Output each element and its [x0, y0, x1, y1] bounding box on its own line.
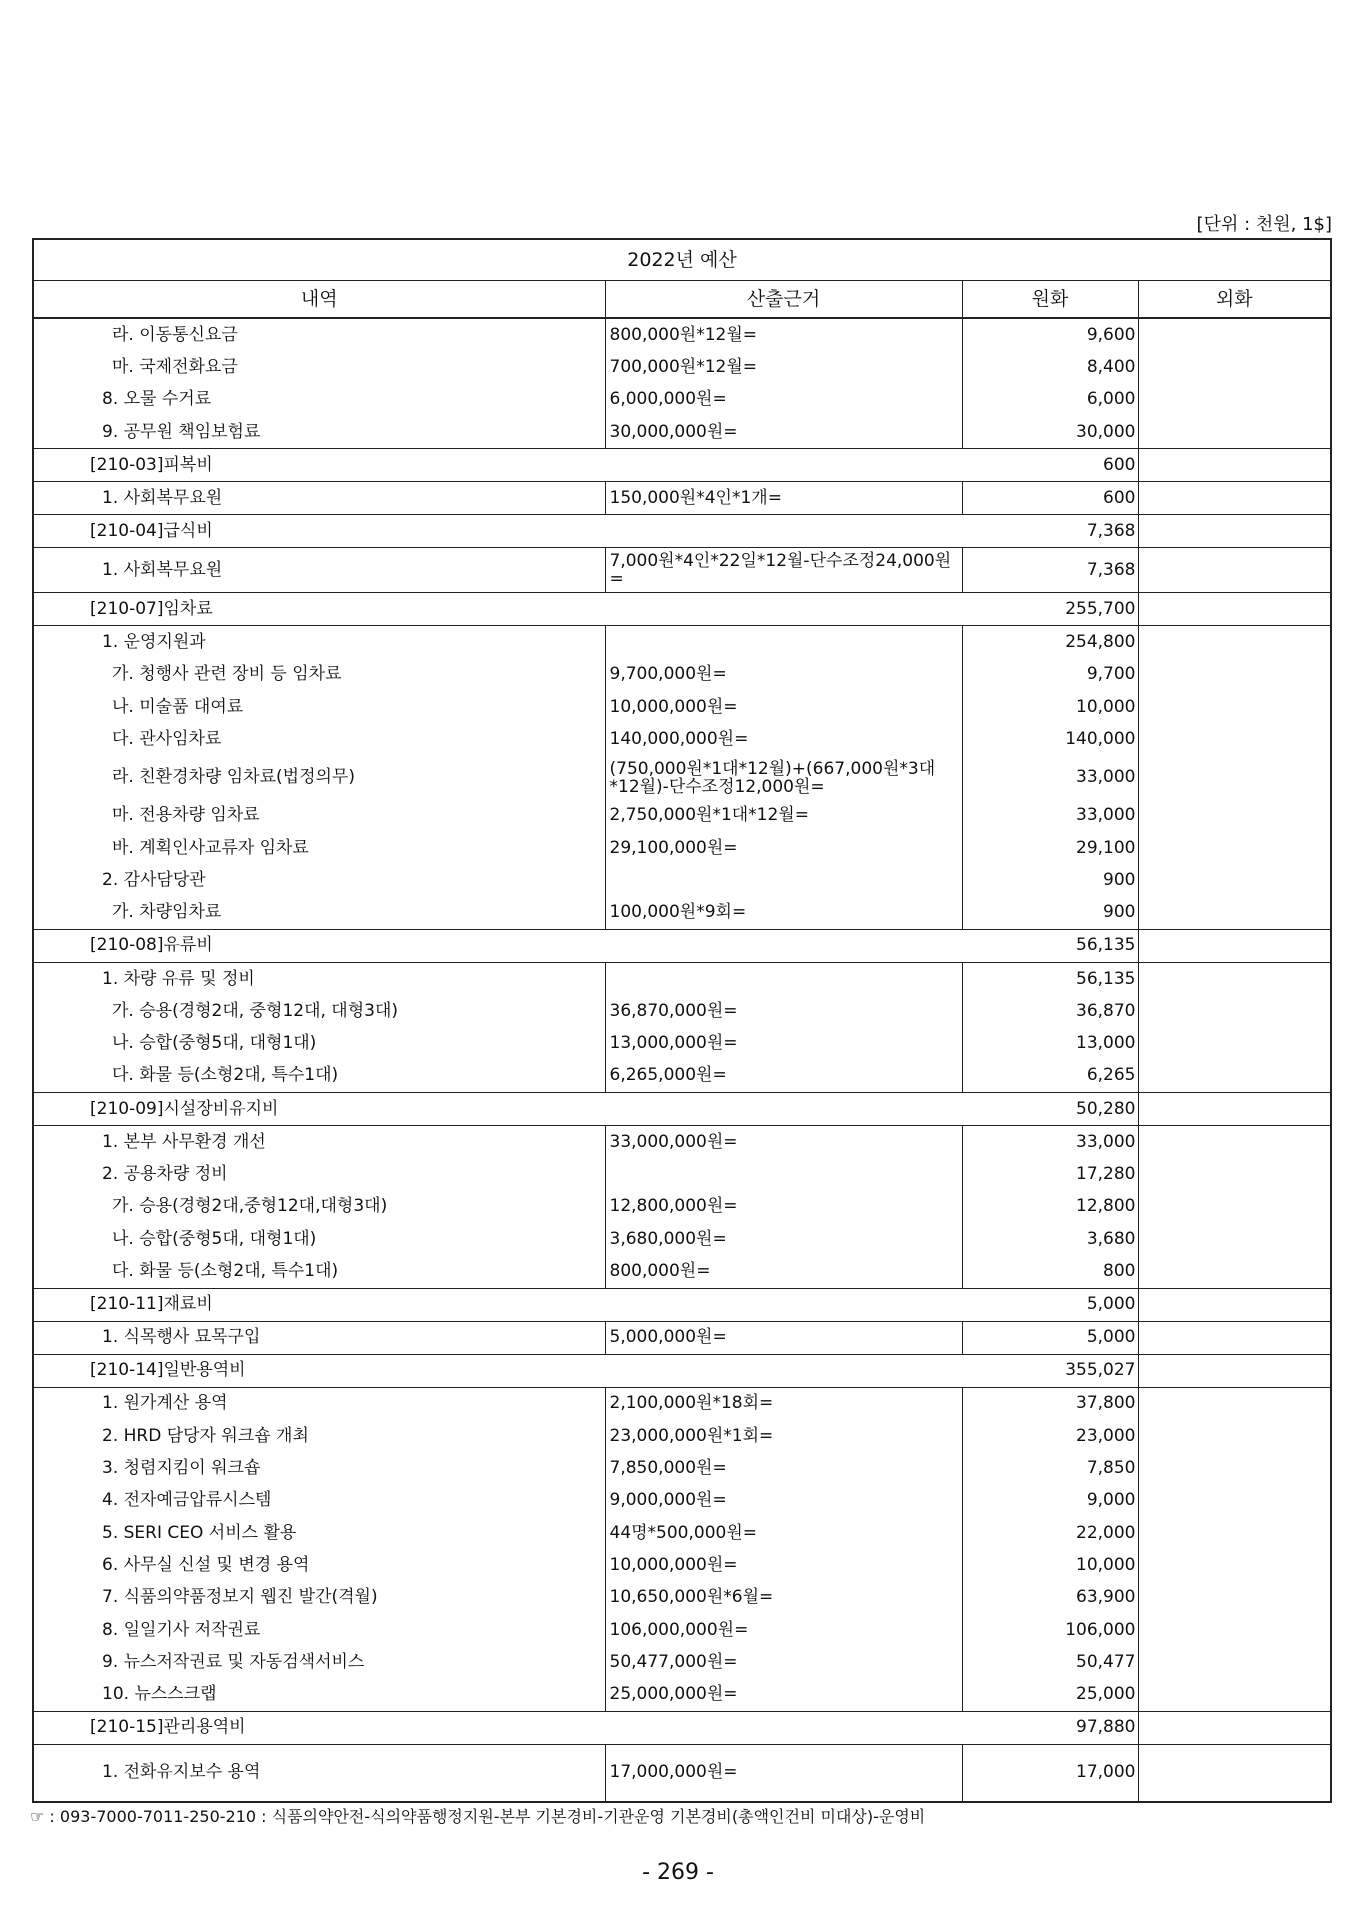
basis-text: 29,100,000원= — [609, 837, 738, 858]
table-row — [33, 1420, 1331, 1452]
item-name: 라. 이동통신요금 — [33, 318, 605, 351]
item-name: 가. 승용(경형2대,중형12대,대형3대) — [33, 1191, 605, 1223]
table-row — [33, 691, 1331, 723]
krw-amount: 800 — [962, 1255, 1138, 1288]
krw-amount: 33,000 — [962, 1126, 1138, 1159]
basis-cell — [605, 1744, 962, 1802]
basis-text: 100,000원*9회= — [609, 902, 747, 923]
basis-cell — [605, 1679, 962, 1712]
basis-cell — [605, 1582, 962, 1614]
foreign-amount — [1138, 1158, 1331, 1190]
krw-amount: 9,600 — [962, 318, 1138, 351]
krw-amount: 50,477 — [962, 1646, 1138, 1678]
foreign-amount — [1138, 1549, 1331, 1581]
table-row — [33, 1158, 1331, 1190]
table-row — [33, 1027, 1331, 1059]
basis-text: 33,000,000원= — [609, 1131, 738, 1152]
basis-text: 6,000,000원= — [609, 389, 727, 410]
item-name: 다. 화물 등(소형2대, 특수1대) — [33, 1060, 605, 1093]
section-row — [33, 593, 1331, 626]
header-foreign: 외화 — [1138, 281, 1331, 319]
table-row — [33, 1485, 1331, 1517]
item-name: 5. SERI CEO 서비스 활용 — [33, 1517, 605, 1549]
foreign-amount — [1138, 864, 1331, 896]
basis-text: 10,000,000원= — [609, 1554, 738, 1575]
krw-amount: 6,000 — [962, 384, 1138, 416]
basis-text: 150,000원*4인*1개= — [609, 487, 782, 508]
item-name: 1. 원가계산 용역 — [33, 1387, 605, 1420]
basis-cell — [605, 1517, 962, 1549]
section-name: [210-09]시설장비유지비 — [33, 1093, 962, 1126]
section-row — [33, 1354, 1331, 1387]
basis-cell — [605, 1255, 962, 1288]
basis-text: 700,000원*12월= — [609, 356, 758, 377]
basis-cell — [605, 659, 962, 691]
basis-text: (750,000원*1대*12월)+(667,000원*3대*12월)-단수조정12,000원= — [609, 758, 936, 797]
table-row — [33, 1321, 1331, 1354]
table-row — [33, 800, 1331, 832]
basis-cell — [605, 318, 962, 351]
foreign-amount — [1138, 1387, 1331, 1420]
table-row — [33, 995, 1331, 1027]
budget-table-container — [32, 238, 1330, 1803]
basis-cell — [605, 548, 962, 593]
krw-amount: 25,000 — [962, 1679, 1138, 1712]
basis-text: 800,000원= — [609, 1260, 711, 1281]
item-name: 2. HRD 담당자 워크숍 개최 — [33, 1420, 605, 1452]
basis-cell — [605, 384, 962, 416]
basis-cell — [605, 1027, 962, 1059]
item-name: 1. 식목행사 묘목구입 — [33, 1321, 605, 1354]
basis-text: 140,000,000원= — [609, 729, 749, 750]
foreign-amount — [1138, 723, 1331, 755]
basis-text: 12,800,000원= — [609, 1196, 738, 1217]
krw-amount: 23,000 — [962, 1420, 1138, 1452]
item-name: 2. 공용차량 정비 — [33, 1158, 605, 1190]
krw-amount: 22,000 — [962, 1517, 1138, 1549]
foreign-amount — [1138, 1191, 1331, 1223]
table-row — [33, 723, 1331, 755]
section-row — [33, 1288, 1331, 1321]
basis-cell — [605, 626, 962, 659]
basis-text: 13,000,000원= — [609, 1033, 738, 1054]
basis-text: 2,750,000원*1대*12월= — [609, 805, 809, 826]
basis-text: 3,680,000원= — [609, 1228, 727, 1249]
basis-cell — [605, 1126, 962, 1159]
krw-amount: 6,265 — [962, 1060, 1138, 1093]
foreign-amount — [1138, 593, 1331, 626]
unit-note: [단위 : 천원, 1$] — [1196, 214, 1332, 235]
foreign-amount — [1138, 1614, 1331, 1646]
krw-amount: 600 — [962, 449, 1138, 482]
krw-amount: 600 — [962, 482, 1138, 515]
item-name: 다. 관사임차료 — [33, 723, 605, 755]
table-row — [33, 864, 1331, 896]
item-name: 1. 사회복무요원 — [33, 482, 605, 515]
table-title-row — [33, 239, 1331, 281]
foreign-amount — [1138, 1255, 1331, 1288]
budget-table — [32, 238, 1332, 1803]
basis-text: 7,850,000원= — [609, 1458, 727, 1479]
foreign-amount — [1138, 515, 1331, 548]
krw-amount: 5,000 — [962, 1321, 1138, 1354]
item-name: 8. 오물 수거료 — [33, 384, 605, 416]
foreign-amount — [1138, 659, 1331, 691]
basis-text: 17,000,000원= — [609, 1762, 738, 1783]
item-name: 1. 운영지원과 — [33, 626, 605, 659]
foreign-amount — [1138, 1420, 1331, 1452]
table-row — [33, 548, 1331, 593]
krw-amount: 140,000 — [962, 723, 1138, 755]
krw-amount: 30,000 — [962, 416, 1138, 449]
item-name: 나. 승합(중형5대, 대형1대) — [33, 1027, 605, 1059]
footnote: ☞ : 093-7000-7011-250-210 : 식품의약안전-식의약품행정지원-본부 기본경비-기관운영 기본경비(총액인건비 미대상)-운영비 — [30, 1807, 926, 1826]
basis-cell — [605, 1387, 962, 1420]
item-name: 1. 사회복무요원 — [33, 548, 605, 593]
basis-text: 23,000,000원*1회= — [609, 1425, 774, 1446]
foreign-amount — [1138, 449, 1331, 482]
section-name: [210-04]급식비 — [33, 515, 962, 548]
krw-amount: 355,027 — [962, 1354, 1138, 1387]
item-name: 6. 사무실 신설 및 변경 용역 — [33, 1549, 605, 1581]
basis-text: 9,700,000원= — [609, 664, 727, 685]
basis-cell — [605, 351, 962, 383]
basis-text: 50,477,000원= — [609, 1651, 738, 1672]
table-row — [33, 1223, 1331, 1255]
krw-amount: 12,800 — [962, 1191, 1138, 1223]
foreign-amount — [1138, 1711, 1331, 1744]
table-row — [33, 626, 1331, 659]
krw-amount: 106,000 — [962, 1614, 1138, 1646]
krw-amount: 10,000 — [962, 691, 1138, 723]
table-row — [33, 756, 1331, 800]
basis-text: 30,000,000원= — [609, 421, 738, 442]
item-name: 7. 식품의약품정보지 웹진 발간(격월) — [33, 1582, 605, 1614]
section-row — [33, 1711, 1331, 1744]
table-row — [33, 1517, 1331, 1549]
item-name: 가. 청행사 관련 장비 등 임차료 — [33, 659, 605, 691]
foreign-amount — [1138, 1321, 1331, 1354]
table-row — [33, 1452, 1331, 1484]
basis-cell — [605, 1452, 962, 1484]
table-row — [33, 1387, 1331, 1420]
item-name: 10. 뉴스스크랩 — [33, 1679, 605, 1712]
basis-cell — [605, 1223, 962, 1255]
item-name: 마. 국제전화요금 — [33, 351, 605, 383]
foreign-amount — [1138, 1027, 1331, 1059]
table-row — [33, 1126, 1331, 1159]
foreign-amount — [1138, 1126, 1331, 1159]
section-name: [210-07]임차료 — [33, 593, 962, 626]
item-name: 2. 감사담당관 — [33, 864, 605, 896]
basis-cell — [605, 723, 962, 755]
basis-text: 9,000,000원= — [609, 1490, 727, 1511]
foreign-amount — [1138, 351, 1331, 383]
table-row — [33, 1191, 1331, 1223]
basis-cell — [605, 416, 962, 449]
basis-text: 25,000,000원= — [609, 1684, 738, 1705]
item-name: 1. 전화유지보수 용역 — [33, 1744, 605, 1802]
krw-amount: 8,400 — [962, 351, 1138, 383]
foreign-amount — [1138, 962, 1331, 995]
item-name: 9. 뉴스저작권료 및 자동검색서비스 — [33, 1646, 605, 1678]
krw-amount: 900 — [962, 897, 1138, 930]
basis-text: 36,870,000원= — [609, 1000, 738, 1021]
krw-amount: 254,800 — [962, 626, 1138, 659]
basis-text: 10,000,000원= — [609, 696, 738, 717]
krw-amount: 50,280 — [962, 1093, 1138, 1126]
table-row — [33, 659, 1331, 691]
krw-amount: 37,800 — [962, 1387, 1138, 1420]
basis-text: 2,100,000원*18회= — [609, 1393, 774, 1414]
foreign-amount — [1138, 800, 1331, 832]
item-name: 9. 공무원 책임보험료 — [33, 416, 605, 449]
table-row — [33, 1582, 1331, 1614]
table-row — [33, 1744, 1331, 1802]
item-name: 1. 차량 유류 및 정비 — [33, 962, 605, 995]
basis-cell — [605, 1191, 962, 1223]
basis-text: 5,000,000원= — [609, 1327, 727, 1348]
basis-cell — [605, 962, 962, 995]
item-name: 나. 미술품 대여료 — [33, 691, 605, 723]
basis-cell — [605, 756, 962, 800]
table-row — [33, 1679, 1331, 1712]
krw-amount: 29,100 — [962, 832, 1138, 864]
item-name: 가. 차량임차료 — [33, 897, 605, 930]
krw-amount: 36,870 — [962, 995, 1138, 1027]
foreign-amount — [1138, 1517, 1331, 1549]
krw-amount: 17,280 — [962, 1158, 1138, 1190]
table-row — [33, 1255, 1331, 1288]
basis-text: 10,650,000원*6월= — [609, 1587, 774, 1608]
foreign-amount — [1138, 1679, 1331, 1712]
basis-cell — [605, 1646, 962, 1678]
foreign-amount — [1138, 1060, 1331, 1093]
header-krw: 원화 — [962, 281, 1138, 319]
page-number: - 269 - — [642, 1860, 714, 1885]
table-row — [33, 1646, 1331, 1678]
basis-cell — [605, 1549, 962, 1581]
foreign-amount — [1138, 1288, 1331, 1321]
basis-cell — [605, 1420, 962, 1452]
foreign-amount — [1138, 416, 1331, 449]
table-row — [33, 351, 1331, 383]
basis-text: 800,000원*12월= — [609, 324, 758, 345]
item-name: 가. 승용(경형2대, 중형12대, 대형3대) — [33, 995, 605, 1027]
basis-cell — [605, 1614, 962, 1646]
item-name: 나. 승합(중형5대, 대형1대) — [33, 1223, 605, 1255]
foreign-amount — [1138, 897, 1331, 930]
section-name: [210-11]재료비 — [33, 1288, 962, 1321]
table-row — [33, 1060, 1331, 1093]
foreign-amount — [1138, 626, 1331, 659]
section-row — [33, 1093, 1331, 1126]
section-row — [33, 449, 1331, 482]
table-title: 2022년 예산 — [33, 239, 1331, 281]
krw-amount: 7,850 — [962, 1452, 1138, 1484]
basis-text: 44명*500,000원= — [609, 1522, 758, 1543]
item-name: 1. 본부 사무환경 개선 — [33, 1126, 605, 1159]
table-row — [33, 1549, 1331, 1581]
section-name: [210-03]피복비 — [33, 449, 962, 482]
section-name: [210-15]관리용역비 — [33, 1711, 962, 1744]
foreign-amount — [1138, 1223, 1331, 1255]
foreign-amount — [1138, 1452, 1331, 1484]
foreign-amount — [1138, 1582, 1331, 1614]
item-name: 마. 전용차량 임차료 — [33, 800, 605, 832]
foreign-amount — [1138, 384, 1331, 416]
item-name: 다. 화물 등(소형2대, 특수1대) — [33, 1255, 605, 1288]
foreign-amount — [1138, 832, 1331, 864]
krw-amount: 17,000 — [962, 1744, 1138, 1802]
table-header-row — [33, 281, 1331, 319]
basis-cell — [605, 691, 962, 723]
foreign-amount — [1138, 482, 1331, 515]
table-row — [33, 1614, 1331, 1646]
krw-amount: 56,135 — [962, 962, 1138, 995]
foreign-amount — [1138, 1646, 1331, 1678]
table-row — [33, 384, 1331, 416]
basis-cell — [605, 1158, 962, 1190]
basis-cell — [605, 482, 962, 515]
foreign-amount — [1138, 1354, 1331, 1387]
basis-cell — [605, 800, 962, 832]
table-row — [33, 318, 1331, 351]
krw-amount: 33,000 — [962, 756, 1138, 800]
krw-amount: 5,000 — [962, 1288, 1138, 1321]
basis-cell — [605, 995, 962, 1027]
basis-cell — [605, 864, 962, 896]
krw-amount: 255,700 — [962, 593, 1138, 626]
krw-amount: 7,368 — [962, 515, 1138, 548]
table-body — [33, 318, 1331, 1802]
section-name: [210-08]유류비 — [33, 929, 962, 962]
foreign-amount — [1138, 1093, 1331, 1126]
krw-amount: 56,135 — [962, 929, 1138, 962]
section-row — [33, 515, 1331, 548]
header-basis: 산출근거 — [605, 281, 962, 319]
krw-amount: 7,368 — [962, 548, 1138, 593]
foreign-amount — [1138, 318, 1331, 351]
item-name: 4. 전자예금압류시스템 — [33, 1485, 605, 1517]
basis-text: 7,000원*4인*22일*12월-단수조정24,000원= — [609, 551, 952, 590]
section-row — [33, 929, 1331, 962]
krw-amount: 97,880 — [962, 1711, 1138, 1744]
table-row — [33, 482, 1331, 515]
item-name: 8. 일일기사 저작권료 — [33, 1614, 605, 1646]
item-name: 3. 청렴지킴이 워크숍 — [33, 1452, 605, 1484]
basis-text: 106,000,000원= — [609, 1619, 749, 1640]
table-row — [33, 416, 1331, 449]
foreign-amount — [1138, 691, 1331, 723]
table-row — [33, 832, 1331, 864]
item-name: 바. 계획인사교류자 임차료 — [33, 832, 605, 864]
section-name: [210-14]일반용역비 — [33, 1354, 962, 1387]
table-row — [33, 897, 1331, 930]
foreign-amount — [1138, 995, 1331, 1027]
basis-text: 6,265,000원= — [609, 1065, 727, 1086]
krw-amount: 900 — [962, 864, 1138, 896]
item-name: 라. 친환경차량 임차료(법정의무) — [33, 756, 605, 800]
foreign-amount — [1138, 929, 1331, 962]
foreign-amount — [1138, 1485, 1331, 1517]
krw-amount: 63,900 — [962, 1582, 1138, 1614]
krw-amount: 33,000 — [962, 800, 1138, 832]
krw-amount: 9,700 — [962, 659, 1138, 691]
foreign-amount — [1138, 756, 1331, 800]
basis-cell — [605, 1060, 962, 1093]
basis-cell — [605, 1321, 962, 1354]
krw-amount: 13,000 — [962, 1027, 1138, 1059]
header-item: 내역 — [33, 281, 605, 319]
krw-amount: 9,000 — [962, 1485, 1138, 1517]
basis-cell — [605, 1485, 962, 1517]
table-row — [33, 962, 1331, 995]
krw-amount: 3,680 — [962, 1223, 1138, 1255]
foreign-amount — [1138, 1744, 1331, 1802]
krw-amount: 10,000 — [962, 1549, 1138, 1581]
basis-cell — [605, 897, 962, 930]
foreign-amount — [1138, 548, 1331, 593]
basis-cell — [605, 832, 962, 864]
